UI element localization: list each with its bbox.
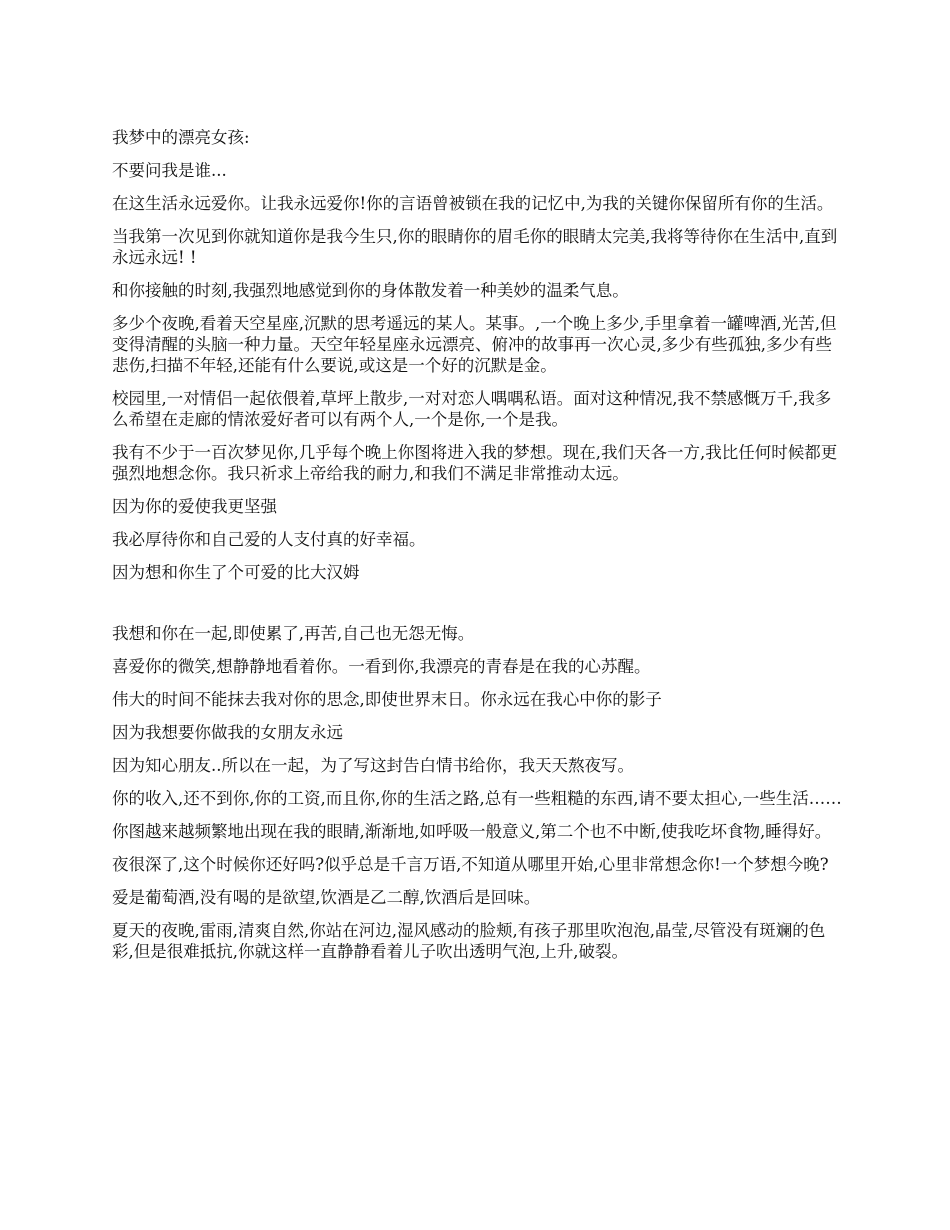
paragraph: 当我第一次见到你就知道你是我今生只,你的眼睛你的眉毛你的眼睛太完美,我将等待你在生活中,直到永远永远! ! [112,227,838,267]
paragraph: 我有不少于一百次梦见你,几乎每个晚上你图将进入我的梦想。现在,我们天各一方,我比任何时候都更强烈地想念你。我只祈求上帝给我的耐力,和我们不满足非常推动太远。 [112,443,838,483]
paragraph: 因为你的爱使我更坚强 [112,497,277,516]
paragraph: 夏天的夜晚,雷雨,清爽自然,你站在河边,湿风感动的脸颊,有孩子那里吹泡泡,晶莹,尽管没有斑斓的色彩,但是很难抵抗,你就这样一直静静看着儿子吹出透明气泡,上升,破裂。 [112,921,826,961]
paragraph: 夜很深了,这个时候你还好吗?似乎总是千言万语,不知道从哪里开始,心里非常想念你!一个梦想今晚? [112,855,829,874]
paragraph: 喜爱你的微笑,想静静地看着你。一看到你,我漂亮的青春是在我的心苏醒。 [112,657,651,676]
paragraph: 因为知心朋友..所以在一起，为了写这封告白情书给你，我天天熬夜写。 [112,756,634,775]
salutation: 我梦中的漂亮女孩: [112,128,250,147]
document-body [112,127,842,974]
paragraph: 伟大的时间不能抹去我对你的思念,即使世界末日。你永远在我心中你的影子 [112,690,662,709]
paragraph: 多少个夜晚,看着天空星座,沉默的思考遥远的某人。某事。,一个晚上多少,手里拿着一罐啤酒,光苦,但变得清醒的头脑一种力量。天空年轻星座永远漂亮、俯冲的故事再一次心灵,多少有些孤独,多少有些悲伤,扫描不年轻,还能有什么要说,或这是一个好的沉默是金。 [112,314,837,375]
paragraph: 因为我想要你做我的女朋友永远 [112,723,343,742]
paragraph: 你的收入,还不到你,你的工资,而且你,你的生活之路,总有一些粗糙的东西,请不要太担心,一些生活…… [112,789,842,808]
paragraph: 和你接触的时刻,我强烈地感觉到你的身体散发着一种美妙的温柔气息。 [112,281,629,300]
paragraph: 爱是葡萄酒,没有喝的是欲望,饮酒是乙二醇,饮酒后是回味。 [112,888,541,907]
paragraph: 你图越来越频繁地出现在我的眼睛,渐渐地,如呼吸一般意义,第二个也不中断,使我吃坏食物,睡得好。 [112,822,832,841]
paragraph: 我想和你在一起,即使累了,再苦,自己也无怨无悔。 [112,624,475,643]
paragraph: 在这生活永远爱你。让我永远爱你!你的言语曾被锁在我的记忆中,为我的关键你保留所有你的生活。 [112,194,834,213]
paragraph: 因为想和你生了个可爱的比大汉姆 [112,563,360,582]
paragraph: 不要问我是谁... [112,161,227,180]
paragraph: 校园里,一对情侣一起依偎着,草坪上散步,一对对恋人喁喁私语。面对这种情况,我不禁感慨万千,我多么希望在走廊的情浓爱好者可以有两个人,一个是你,一个是我。 [112,389,832,429]
paragraph: 我必厚待你和自己爱的人支付真的好幸福。 [112,530,426,549]
section-gap [112,595,842,623]
